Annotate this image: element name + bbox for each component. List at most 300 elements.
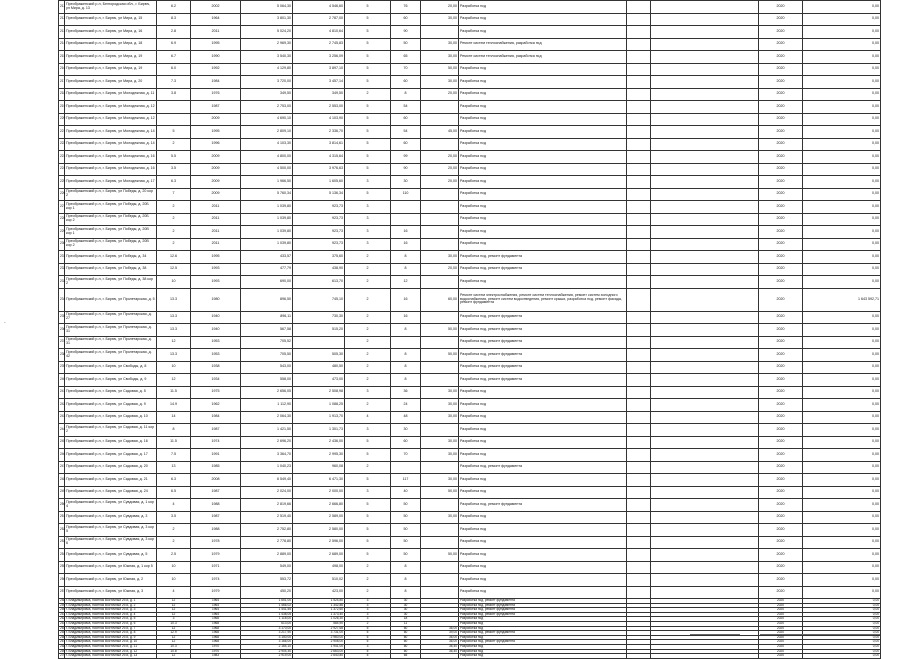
table-row xyxy=(59,76,881,89)
row-number-cell: 242 xyxy=(59,399,65,412)
wear-cell xyxy=(421,361,459,374)
total-area-cell: 1 966,50 xyxy=(241,176,293,189)
address-cell: г. Владимировка, поселок Восточный 29-й, д. 9 xyxy=(65,635,157,640)
wear-cell: 36,00 xyxy=(421,635,459,640)
residents-cell: 30 xyxy=(391,176,421,189)
empty-cell xyxy=(627,474,651,487)
empty-cell xyxy=(651,238,759,251)
row-number-cell: 249 xyxy=(59,486,65,499)
work-type-cell: Разработка псд xyxy=(459,88,627,101)
year-cell: 1991 xyxy=(191,449,241,462)
work-type-cell: Разработка псд xyxy=(459,561,627,574)
table-row xyxy=(59,461,881,474)
empty-cell xyxy=(651,436,759,449)
total-area-cell: 1 112,90 xyxy=(241,399,293,412)
address-cell: Преображенский р-н, г. Бирюч, ул Молодежная, д. 14 xyxy=(65,138,157,151)
residents-cell: 50 xyxy=(391,499,421,512)
living-area-cell: 923,73 xyxy=(293,213,345,226)
param-a-cell xyxy=(157,101,191,114)
wear-cell: 20,00 xyxy=(421,88,459,101)
empty-cell xyxy=(651,163,759,176)
wear-cell: 30,00 xyxy=(421,449,459,462)
cost-cell: 0,00 xyxy=(803,621,881,626)
empty-cell xyxy=(651,88,759,101)
empty-cell xyxy=(627,251,651,264)
total-area-cell: 1 039,80 xyxy=(241,213,293,226)
total-area-cell: 690,00 xyxy=(241,276,293,289)
address-cell: Преображенский р-н, г. Бирюч, ул Южная, д. 1 кор 5 xyxy=(65,561,157,574)
year-plan-cell: 2020 xyxy=(759,1,803,14)
total-area-cell: 433,57 xyxy=(241,251,293,264)
row-number-cell: 252 xyxy=(59,524,65,537)
row-number-cell: 233 xyxy=(59,276,65,289)
residents-cell: 8 xyxy=(391,88,421,101)
floors-cell: 5 xyxy=(345,63,391,76)
floors-cell: 5 xyxy=(345,524,391,537)
residents-cell xyxy=(391,336,421,349)
floors-cell: 2 xyxy=(345,336,391,349)
address-cell: Преображенский р-н, г. Бирюч, ул Мира, д. 16 xyxy=(65,26,157,39)
empty-cell xyxy=(651,311,759,324)
row-number-cell: 221 xyxy=(59,126,65,139)
year-plan-cell: 2020 xyxy=(759,621,803,626)
param-a-cell: 2.5 xyxy=(157,549,191,562)
cost-cell: 0,00 xyxy=(803,436,881,449)
living-area-cell: 2 436,00 xyxy=(293,436,345,449)
row-number-cell: 253 xyxy=(59,536,65,549)
year-cell: 2009 xyxy=(191,188,241,201)
table-row xyxy=(59,574,881,587)
address-cell: Преображенский р-н, г. Бирюч, ул Сувдовая, д. 3 кор 5 xyxy=(65,524,157,537)
param-a-cell: 6.5 xyxy=(157,486,191,499)
living-area-cell: 423,00 xyxy=(293,586,345,599)
address-cell: Преображенский р-н, г. Бирюч, ул Победы, д. 20 кор 2 xyxy=(65,188,157,201)
work-type-cell: Разработка псд, ремонт фундамента xyxy=(459,311,627,324)
living-area-cell: 1 524,80 xyxy=(293,599,345,604)
table-row xyxy=(59,163,881,176)
empty-cell xyxy=(627,201,651,214)
year-plan-cell: 2020 xyxy=(759,608,803,613)
living-area-cell: 375,60 xyxy=(293,251,345,264)
total-area-cell: 1 421,50 xyxy=(241,424,293,437)
living-area-cell: 1 342,86 xyxy=(293,603,345,608)
year-plan-cell: 2020 xyxy=(759,411,803,424)
cost-cell: 0,00 xyxy=(803,612,881,617)
address-cell: г. Владимировка, поселок Восточный 29-й, д. 5 xyxy=(65,617,157,622)
work-type-cell: Разработка псд xyxy=(459,201,627,214)
total-area-cell: 549,00 xyxy=(241,561,293,574)
year-cell: 1940 xyxy=(191,311,241,324)
empty-cell xyxy=(627,113,651,126)
work-type-cell: Разработка псд xyxy=(459,188,627,201)
total-area-cell: 543,00 xyxy=(241,361,293,374)
total-area-cell: 2 819,66 xyxy=(241,499,293,512)
table-row xyxy=(59,536,881,549)
table-row xyxy=(59,561,881,574)
param-a-cell: 12 xyxy=(157,603,191,608)
wear-cell: 30,00 xyxy=(421,76,459,89)
residents-cell: 60 xyxy=(391,113,421,126)
table-row xyxy=(59,336,881,349)
table-row xyxy=(59,13,881,26)
residents-cell: 50 xyxy=(391,549,421,562)
param-a-cell: 4 xyxy=(157,586,191,599)
floors-cell: 5 xyxy=(345,649,391,654)
floors-cell: 2 xyxy=(345,361,391,374)
param-a-cell: 12.9 xyxy=(157,631,191,636)
empty-cell xyxy=(627,13,651,26)
empty-cell xyxy=(627,324,651,337)
living-area-cell: 515,20 xyxy=(293,324,345,337)
address-cell: г. Владимировка, поселок Восточный 29-й, д. 6 xyxy=(65,621,157,626)
table-row xyxy=(59,88,881,101)
work-type-cell: Разработка псд xyxy=(459,101,627,114)
empty-cell xyxy=(627,51,651,64)
floors-cell: 5 xyxy=(345,13,391,26)
year-plan-cell: 2020 xyxy=(759,612,803,617)
empty-cell xyxy=(651,126,759,139)
empty-cell xyxy=(627,499,651,512)
total-area-cell: 6 549,40 xyxy=(241,474,293,487)
floors-cell: 3 xyxy=(345,238,391,251)
address-cell: Преображенский р-н, г. Бирюч, ул Садовая, д. 5 xyxy=(65,386,157,399)
wear-cell: 30,00 xyxy=(421,51,459,64)
empty-cell xyxy=(627,276,651,289)
address-cell: г. Владимировка, поселок Восточный 29-й, д. 11 xyxy=(65,644,157,649)
floors-cell: 2 xyxy=(345,461,391,474)
wear-cell: 36,00 xyxy=(421,640,459,645)
wear-cell: 30,00 xyxy=(421,38,459,51)
cost-cell: 0,00 xyxy=(803,163,881,176)
year-plan-cell: 2020 xyxy=(759,163,803,176)
address-cell: г. Владимировка, поселок Восточный 29-й, д. 7 xyxy=(65,626,157,631)
total-area-cell: 613,00 xyxy=(241,621,293,626)
work-type-cell: Разработка псд, ремонт фундамента xyxy=(459,349,627,362)
work-type-cell: Разработка псд xyxy=(459,524,627,537)
floors-cell: 5 xyxy=(345,654,391,659)
row-number-cell: 224 xyxy=(59,163,65,176)
living-area-cell: 923,73 xyxy=(293,201,345,214)
work-type-cell: Разработка псд xyxy=(459,411,627,424)
floors-cell: 5 xyxy=(345,436,391,449)
cost-cell: 0,00 xyxy=(803,499,881,512)
total-area-cell: 3 720,00 xyxy=(241,76,293,89)
wear-cell xyxy=(421,654,459,659)
residents-cell: 50 xyxy=(391,536,421,549)
residents-cell xyxy=(391,213,421,226)
empty-cell xyxy=(627,226,651,239)
cost-cell: 0,00 xyxy=(803,1,881,14)
year-cell: 1962 xyxy=(191,399,241,412)
empty-cell xyxy=(651,586,759,599)
floors-cell: 2 xyxy=(345,574,391,587)
floors-cell: 2 xyxy=(345,88,391,101)
wear-cell xyxy=(421,536,459,549)
year-cell: 1987 xyxy=(191,511,241,524)
row-number-cell: 246 xyxy=(59,449,65,462)
living-area-cell: 1 026,30 xyxy=(293,617,345,622)
living-area-cell: 2 589,00 xyxy=(293,511,345,524)
residents-cell: 12 xyxy=(391,276,421,289)
empty-cell xyxy=(627,424,651,437)
year-cell: 1964 xyxy=(191,13,241,26)
year-cell: 1970 xyxy=(191,644,241,649)
table-row xyxy=(59,101,881,114)
work-type-cell: Разработка псд xyxy=(459,399,627,412)
year-plan-cell: 2020 xyxy=(759,349,803,362)
cost-cell: 0,00 xyxy=(803,324,881,337)
residents-cell: 60 xyxy=(391,635,421,640)
empty-cell xyxy=(651,499,759,512)
param-a-cell: 10 xyxy=(157,276,191,289)
work-type-cell: Разработка псд xyxy=(459,536,627,549)
year-cell: 1995 xyxy=(191,251,241,264)
param-a-cell: 6.3 xyxy=(157,474,191,487)
param-a-cell: 5.5 xyxy=(157,151,191,164)
empty-cell xyxy=(627,26,651,39)
work-type-cell: Разработка псд xyxy=(459,138,627,151)
residents-cell: 30 xyxy=(391,603,421,608)
param-a-cell: 10.8 xyxy=(157,649,191,654)
wear-cell: 50,00 xyxy=(421,63,459,76)
year-plan-cell: 2020 xyxy=(759,635,803,640)
cost-cell: 0,00 xyxy=(803,63,881,76)
address-cell: Преображенский р-н, г. Бирюч, ул Сувдовая, д. 3 xyxy=(65,511,157,524)
address-cell: Преображенский р-н, г. Бирюч, ул Южная, д. 2 xyxy=(65,574,157,587)
address-cell: Преображенский р-н, г. Бирюч, ул Садовая, д. 21 xyxy=(65,474,157,487)
table-row xyxy=(59,1,881,14)
year-cell: 2011 xyxy=(191,26,241,39)
residents-cell: 30 xyxy=(391,608,421,613)
floors-cell: 4 xyxy=(345,411,391,424)
row-number-cell: 250 xyxy=(59,499,65,512)
address-cell: Преображенский р-н, г. Бирюч, ул Мира, д. 19 xyxy=(65,63,157,76)
empty-cell xyxy=(651,511,759,524)
year-plan-cell: 2020 xyxy=(759,644,803,649)
cost-cell: 0,00 xyxy=(803,26,881,39)
wear-cell: 30,00 xyxy=(421,511,459,524)
floors-cell: 2 xyxy=(345,621,391,626)
work-type-cell: Разработка псд xyxy=(459,26,627,39)
living-area-cell: 6 471,30 xyxy=(293,474,345,487)
wear-cell: 50,00 xyxy=(421,549,459,562)
table-row xyxy=(59,399,881,412)
empty-cell xyxy=(651,138,759,151)
row-number-cell: 267 xyxy=(60,639,66,644)
param-a-cell: 10.3 xyxy=(157,621,191,626)
empty-cell xyxy=(651,176,759,189)
year-plan-cell: 2020 xyxy=(759,361,803,374)
total-area-cell: 2 889,00 xyxy=(241,549,293,562)
empty-cell xyxy=(651,561,759,574)
address-cell: Преображенский р-н, Белгородская обл., г. Бирюч, ул Мира, д. 13 xyxy=(65,1,157,14)
empty-cell xyxy=(627,549,651,562)
year-cell: 1964 xyxy=(191,603,241,608)
address-cell: Преображенский р-н, г. Бирюч, ул Пролетарская, д. 42 xyxy=(65,349,157,362)
address-cell: г. Владимировка, поселок Восточный 29-й, д. 8 xyxy=(65,631,157,636)
cost-cell: 0,00 xyxy=(803,424,881,437)
year-cell: 1968 xyxy=(191,631,241,636)
residents-cell: 50 xyxy=(391,511,421,524)
year-cell: 1974 xyxy=(191,574,241,587)
row-number-cell: 235 xyxy=(59,311,65,324)
cost-cell: 0,00 xyxy=(803,263,881,276)
floors-cell: 3 xyxy=(345,386,391,399)
row-number-cell: 248 xyxy=(59,474,65,487)
year-cell: 1993 xyxy=(191,263,241,276)
cost-cell: 0,00 xyxy=(803,631,881,636)
empty-cell xyxy=(651,1,759,14)
residents-cell: 60 xyxy=(391,76,421,89)
residents-cell: 65 xyxy=(391,654,421,659)
floors-cell: 5 xyxy=(345,474,391,487)
year-plan-cell: 2020 xyxy=(759,654,803,659)
year-cell: 1993 xyxy=(191,276,241,289)
empty-cell xyxy=(627,138,651,151)
cost-cell: 0,00 xyxy=(803,76,881,89)
total-area-cell: 1 039,80 xyxy=(241,201,293,214)
row-number-cell: 225 xyxy=(59,176,65,189)
year-plan-cell: 2020 xyxy=(759,511,803,524)
year-plan-cell: 2020 xyxy=(759,424,803,437)
param-a-cell: 10 xyxy=(157,361,191,374)
year-plan-cell: 2020 xyxy=(759,226,803,239)
empty-cell xyxy=(627,188,651,201)
empty-cell xyxy=(627,586,651,599)
empty-cell xyxy=(651,424,759,437)
year-plan-cell: 2020 xyxy=(759,474,803,487)
row-number-cell: 251 xyxy=(59,511,65,524)
address-cell: г. Владимировка, поселок Восточный 29-й, д. 2 xyxy=(65,603,157,608)
work-type-cell: Разработка псд xyxy=(459,113,627,126)
living-area-cell: 1 605,60 xyxy=(293,176,345,189)
table-row xyxy=(59,549,881,562)
living-area-cell: 730,30 xyxy=(293,311,345,324)
residents-cell: 70 xyxy=(391,63,421,76)
residents-cell: 11 xyxy=(391,621,421,626)
residents-cell: 50 xyxy=(391,524,421,537)
cost-cell: 0,00 xyxy=(803,599,881,604)
wear-cell xyxy=(421,213,459,226)
year-cell: 1968 xyxy=(191,621,241,626)
row-number-cell: 264 xyxy=(60,625,66,630)
address-cell: Преображенский р-н, г. Бирюч, ул Победы, д. 20Б кор 2 xyxy=(65,213,157,226)
year-plan-cell: 2020 xyxy=(759,176,803,189)
row-number-cell: 239 xyxy=(59,361,65,374)
param-a-cell: 5 xyxy=(157,126,191,139)
floors-cell: 2 xyxy=(345,324,391,337)
empty-cell xyxy=(627,63,651,76)
floors-cell: 2 xyxy=(345,251,391,264)
cost-cell: 0,00 xyxy=(803,386,881,399)
year-cell: 1979 xyxy=(191,586,241,599)
floors-cell: 5 xyxy=(345,126,391,139)
cost-cell: 0,00 xyxy=(803,635,881,640)
work-type-cell: Разработка псд xyxy=(459,386,627,399)
table-row xyxy=(59,374,881,387)
param-a-cell: 12 xyxy=(157,635,191,640)
year-plan-cell: 2020 xyxy=(759,88,803,101)
total-area-cell: 896,11 xyxy=(241,311,293,324)
wear-cell xyxy=(421,201,459,214)
empty-cell xyxy=(651,51,759,64)
total-area-cell: 1 039,80 xyxy=(241,238,293,251)
work-type-cell: Разработка псд, ремонт фундамента xyxy=(459,324,627,337)
total-area-cell: 553,72 xyxy=(241,574,293,587)
living-area-cell: 960,08 xyxy=(293,461,345,474)
year-cell: 1988 xyxy=(191,499,241,512)
year-plan-cell: 2020 xyxy=(759,449,803,462)
residents-cell: 60 xyxy=(391,626,421,631)
param-a-cell: 13.3 xyxy=(157,324,191,337)
living-area-cell: 498,00 xyxy=(293,561,345,574)
table-row xyxy=(59,499,881,512)
row-number-cell: 266 xyxy=(60,634,66,639)
total-area-cell: 3 801,30 xyxy=(241,13,293,26)
cost-cell: 0,00 xyxy=(803,608,881,613)
total-area-cell: 349,50 xyxy=(241,88,293,101)
address-cell: г. Владимировка, поселок Восточный 29-й, д. 13 xyxy=(65,654,157,659)
row-number-cell: 232 xyxy=(59,263,65,276)
work-type-cell: Разработка псд xyxy=(459,213,627,226)
residents-cell: 50 xyxy=(391,38,421,51)
wear-cell: 20,00 xyxy=(421,151,459,164)
year-cell: 1968 xyxy=(191,635,241,640)
living-area-cell: 2 596,00 xyxy=(293,536,345,549)
empty-cell xyxy=(627,176,651,189)
work-type-cell: Разработка псд xyxy=(459,586,627,599)
cost-cell: 0,00 xyxy=(803,336,881,349)
residents-cell: 60 xyxy=(391,631,421,636)
total-area-cell: 5 760,34 xyxy=(241,188,293,201)
living-area-cell: 5 136,34 xyxy=(293,188,345,201)
work-type-cell: Разработка псд xyxy=(459,63,627,76)
table-sheet xyxy=(58,0,880,659)
year-plan-cell: 2020 xyxy=(759,138,803,151)
work-type-cell: Разработка псд xyxy=(459,626,627,631)
param-a-cell: 7 xyxy=(157,188,191,201)
work-type-cell: Разработка псд xyxy=(459,76,627,89)
cost-cell: 0,00 xyxy=(803,640,881,645)
year-plan-cell: 2020 xyxy=(759,626,803,631)
floors-cell: 3 xyxy=(345,644,391,649)
wear-cell: 30,00 xyxy=(421,411,459,424)
address-cell: Преображенский р-н, г. Бирюч, ул Южная, д. 3 xyxy=(65,586,157,599)
wear-cell: 39,00 xyxy=(421,631,459,636)
table-row xyxy=(59,311,881,324)
address-cell: Преображенский р-н, г. Бирюч, ул Пролетарская, д. 5 xyxy=(65,288,157,311)
total-area-cell: 3 540,30 xyxy=(241,51,293,64)
cost-cell: 0,00 xyxy=(803,151,881,164)
wear-cell xyxy=(421,113,459,126)
residents-cell: 30 xyxy=(391,612,421,617)
address-cell: Преображенский р-н, г. Бирюч, ул Садовая, д. 24 xyxy=(65,486,157,499)
empty-cell xyxy=(651,276,759,289)
living-area-cell: 4 103,90 xyxy=(293,113,345,126)
total-area-cell: 2 778,80 xyxy=(241,536,293,549)
row-number-cell: 256 xyxy=(59,574,65,587)
cost-cell: 0,00 xyxy=(803,411,881,424)
table-row xyxy=(59,411,881,424)
residents-cell xyxy=(391,461,421,474)
living-area-cell: 613,70 xyxy=(293,276,345,289)
year-cell: 1987 xyxy=(191,101,241,114)
residents-cell: 60 xyxy=(391,640,421,645)
year-plan-cell: 2020 xyxy=(759,399,803,412)
total-area-cell: 567,58 xyxy=(241,324,293,337)
year-cell: 1980 xyxy=(191,288,241,311)
row-number-cell: 241 xyxy=(59,386,65,399)
